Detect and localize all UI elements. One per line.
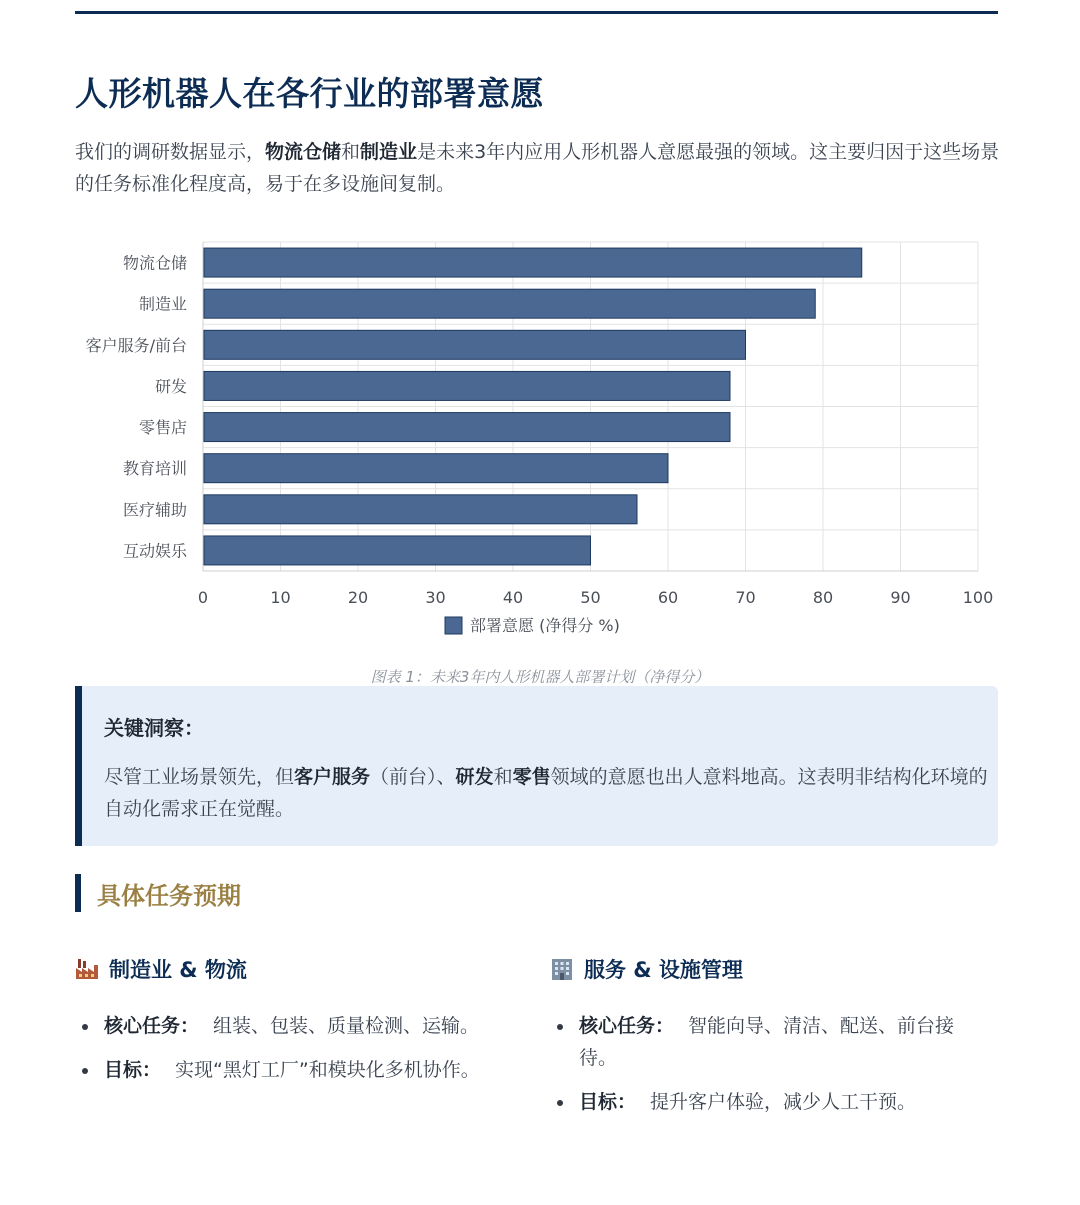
bar (204, 536, 591, 565)
category-label: 研发 (154, 376, 187, 396)
column-title: 服务 & 设施管理 (584, 958, 743, 982)
bar-chart (70, 230, 1000, 640)
bar (204, 454, 668, 483)
chart-caption: 图表 1：未来3年内人形机器人部署计划（净得分） (370, 668, 710, 686)
x-tick-label: 60 (657, 588, 679, 607)
column-services (550, 952, 990, 1130)
legend-swatch (445, 617, 462, 634)
top-rule (75, 11, 998, 14)
x-tick-label: 90 (890, 588, 911, 607)
item-text: 提升客户体验，减少人工干预。 (650, 1091, 917, 1113)
insight-title: 关键洞察： (104, 716, 204, 740)
insight-text-2: （前台）、 (370, 766, 456, 788)
insight-text-1: 尽管工业场景领先，但 (104, 766, 295, 788)
column-manufacturing (75, 952, 515, 1098)
intro-bold-2: 制造业 (360, 141, 418, 163)
x-tick-label: 0 (197, 588, 209, 607)
legend-label: 部署意愿 (净得分 %) (470, 616, 620, 635)
category-label: 物流仓储 (122, 253, 187, 273)
category-label: 客户服务/前台 (85, 335, 187, 355)
list-item (75, 1054, 515, 1086)
intro-bold-1: 物流仓储 (265, 141, 342, 163)
bar (204, 413, 730, 442)
item-key: 核心任务： (104, 1015, 200, 1037)
x-tick-label: 30 (425, 588, 446, 607)
factory-icon (75, 957, 99, 981)
insight-bold-1: 客户服务 (294, 766, 371, 788)
category-label: 教育培训 (122, 459, 187, 479)
intro-text-3: 是未来3年内应用人形机器人意愿最强的领域。这主要归因于这些场景的任务标准化程度高，易于在多设施间复制。 (75, 141, 1000, 195)
category-label: 互动娱乐 (122, 541, 187, 561)
section-accent-bar (75, 874, 81, 912)
insight-text-3: 和 (493, 766, 513, 788)
item-key: 目标： (579, 1091, 637, 1113)
item-key: 目标： (104, 1059, 162, 1081)
intro-text-1: 我们的调研数据显示， (75, 141, 266, 163)
x-tick-label: 50 (580, 588, 601, 607)
section-title: 具体任务预期 (97, 882, 241, 910)
x-tick-label: 100 (962, 588, 994, 607)
x-tick-label: 40 (502, 588, 524, 607)
column-title: 制造业 & 物流 (109, 958, 247, 982)
item-text: 智能向导、清洁、配送、前台接待。 (579, 1015, 955, 1069)
category-label: 医疗辅助 (122, 500, 187, 520)
x-tick-label: 20 (347, 588, 369, 607)
bar (204, 289, 815, 318)
x-tick-label: 10 (270, 588, 291, 607)
insight-box (75, 686, 998, 846)
item-text: 实现“黑灯工厂”和模块化多机协作。 (175, 1059, 480, 1081)
task-list (550, 1010, 990, 1118)
insight-text-4: 领域的意愿也出人意料地高。这表明非结构化环境的自动化需求正在觉醒。 (104, 766, 988, 820)
column-header (75, 952, 515, 986)
category-label: 制造业 (138, 294, 187, 314)
item-text: 组装、包装、质量检测、运输。 (213, 1015, 480, 1037)
list-item (75, 1010, 515, 1042)
item-key: 核心任务： (579, 1015, 675, 1037)
chart-svg (70, 230, 1000, 640)
insight-bold-2: 研发 (455, 766, 494, 788)
office-building-icon (550, 957, 574, 981)
list-item (550, 1086, 990, 1118)
intro-text-2: 和 (341, 141, 361, 163)
page-title: 人形机器人在各行业的部署意愿 (75, 74, 544, 113)
bar (204, 495, 637, 524)
intro-paragraph (75, 136, 1000, 200)
x-tick-label: 80 (812, 588, 834, 607)
list-item (550, 1010, 990, 1074)
insight-bold-3: 零售 (512, 766, 551, 788)
insight-text (104, 761, 989, 825)
x-tick-label: 70 (735, 588, 756, 607)
category-label: 零售店 (138, 418, 187, 438)
task-list (75, 1010, 515, 1086)
bar (204, 371, 730, 400)
bar (204, 248, 862, 277)
column-header (550, 952, 990, 986)
bar (204, 330, 746, 359)
